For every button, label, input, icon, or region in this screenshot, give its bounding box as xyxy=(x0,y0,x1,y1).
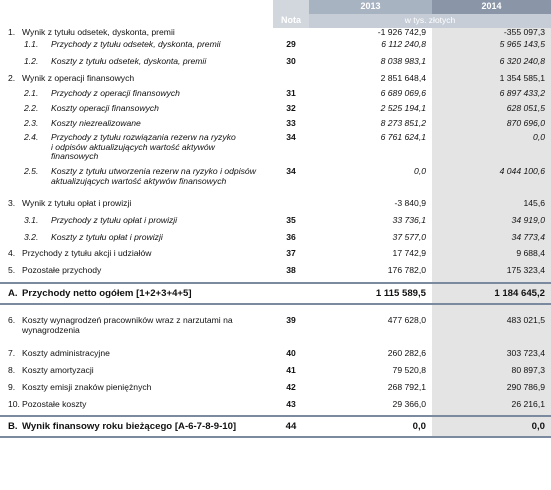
value-2013: 37 577,0 xyxy=(392,232,426,242)
table-row xyxy=(0,216,551,233)
value-2014: 34 773,4 xyxy=(432,233,551,249)
row-label: Pozostałe przychody xyxy=(22,265,102,275)
table-row xyxy=(0,316,551,349)
row-nota: 34 xyxy=(286,132,296,142)
row-nota: 30 xyxy=(286,56,296,66)
row-nota: 39 xyxy=(286,315,296,325)
table-row xyxy=(0,400,551,416)
row-label: Przychody netto ogółem [1+2+3+4+5] xyxy=(22,287,192,299)
row-nota: 35 xyxy=(286,215,296,225)
value-2013: 2 525 194,1 xyxy=(380,103,426,113)
row-label-cell xyxy=(0,57,273,74)
row-nota: 34 xyxy=(286,166,296,176)
value-2014: 26 216,1 xyxy=(432,400,551,416)
table-row xyxy=(0,383,551,400)
value-2013: 268 792,1 xyxy=(387,382,426,392)
row-number: 2.3. xyxy=(24,118,39,128)
row-label: Wynik finansowy roku bieżącego [A-6-7-8-9-10] xyxy=(22,420,237,432)
value-2014: 303 723,4 xyxy=(432,349,551,366)
value-2014: 80 897,3 xyxy=(432,366,551,383)
row-number: 3.1. xyxy=(24,215,39,225)
header-blank xyxy=(0,0,273,14)
row-label: Wynik z operacji finansowych xyxy=(22,73,135,83)
row-label-cell xyxy=(0,119,273,133)
row-label-cell xyxy=(0,366,273,383)
row-nota: 29 xyxy=(286,39,296,49)
value-2014: 0,0 xyxy=(432,133,551,167)
row-label: Koszty emisji znaków pieniężnych xyxy=(22,382,152,392)
value-2014: 145,6 xyxy=(432,199,551,216)
row-label-cell xyxy=(0,249,273,266)
row-number: 1. xyxy=(8,27,16,37)
row-label: Koszty z tytułu utworzenia rezerw na ryzyko i odpisów aktualizujących wartość aktywów finansowych xyxy=(51,166,256,186)
row-nota: 33 xyxy=(286,118,296,128)
row-label: Przychody z tytułu odsetek, dyskonta, premii xyxy=(51,39,221,49)
table-row xyxy=(0,167,551,199)
table-row xyxy=(0,199,551,216)
row-number: 2.2. xyxy=(24,103,39,113)
nota-header: Nota xyxy=(273,0,309,28)
value-2013: 260 282,6 xyxy=(387,348,426,358)
row-number: A. xyxy=(8,287,18,299)
table-row xyxy=(0,249,551,266)
value-2014: 483 021,5 xyxy=(432,316,551,349)
row-label-cell xyxy=(0,316,273,349)
row-label-cell xyxy=(0,416,273,437)
row-nota: 44 xyxy=(273,416,309,437)
row-label: Przychody z tytułu rozwiązania rezerw na ryzyko i odpisów aktualizujących wartość aktywów finansowych xyxy=(51,132,236,162)
value-2013: 1 115 589,5 xyxy=(309,283,432,304)
total-row xyxy=(0,283,551,304)
total-row xyxy=(0,416,551,437)
value-2013: 33 736,1 xyxy=(392,215,426,225)
table-row xyxy=(0,104,551,119)
row-label: Przychody z operacji finansowych xyxy=(51,88,180,98)
row-number: 1.1. xyxy=(24,39,39,49)
table-row xyxy=(0,40,551,57)
row-label: Koszty wynagrodzeń pracowników wraz z narzutami na wynagrodzenia xyxy=(22,315,233,335)
row-label: Przychody z tytułu akcji i udziałów xyxy=(22,248,152,258)
value-2014: 1 184 645,2 xyxy=(432,283,551,304)
row-number: 3.2. xyxy=(24,232,39,242)
header-blank-2 xyxy=(0,14,273,28)
value-2014: 290 786,9 xyxy=(432,383,551,400)
table-row xyxy=(0,89,551,104)
row-label-cell xyxy=(0,89,273,104)
table-row xyxy=(0,119,551,133)
value-2013: -3 840,9 xyxy=(394,198,426,208)
row-label: Wynik z tytułu opłat i prowizji xyxy=(22,198,132,208)
value-2014: 175 323,4 xyxy=(432,266,551,283)
row-label-cell xyxy=(0,199,273,216)
row-number: 6. xyxy=(8,315,16,325)
table-row xyxy=(0,233,551,249)
row-number: 2.1. xyxy=(24,88,39,98)
table-row xyxy=(0,266,551,283)
row-label-cell xyxy=(0,40,273,57)
row-label-cell xyxy=(0,400,273,416)
value-2013: 2 851 648,4 xyxy=(380,73,426,83)
row-number: 2. xyxy=(8,73,16,83)
row-number: B. xyxy=(8,420,18,432)
value-2014: 6 320 240,8 xyxy=(432,57,551,74)
table-row xyxy=(0,74,551,89)
row-nota: 40 xyxy=(286,348,296,358)
value-2013: 6 761 624,1 xyxy=(380,132,426,142)
row-label-cell xyxy=(0,216,273,233)
row-nota: 41 xyxy=(286,365,296,375)
row-label: Wynik z tytułu odsetek, dyskonta, premii xyxy=(22,27,175,37)
row-number: 3. xyxy=(8,198,16,208)
value-2013: 176 782,0 xyxy=(387,265,426,275)
row-nota xyxy=(273,283,309,304)
row-nota: 32 xyxy=(286,103,296,113)
value-2014: 0,0 xyxy=(432,416,551,437)
value-2013: 8 038 983,1 xyxy=(380,56,426,66)
value-2013: 0,0 xyxy=(309,416,432,437)
value-2013: 8 273 851,2 xyxy=(380,118,426,128)
value-2013: 477 628,0 xyxy=(387,315,426,325)
value-2014: 6 897 433,2 xyxy=(432,89,551,104)
row-label-cell xyxy=(0,266,273,283)
row-number: 2.4. xyxy=(24,132,39,142)
value-2014: 5 965 143,5 xyxy=(432,40,551,57)
row-label-cell xyxy=(0,349,273,366)
value-2013: 6 689 069,6 xyxy=(380,88,426,98)
row-number: 8. xyxy=(8,365,16,375)
row-nota: 37 xyxy=(286,248,296,258)
year-2014-header: 2014 xyxy=(432,0,551,14)
row-nota: 38 xyxy=(286,265,296,275)
table-row xyxy=(0,133,551,167)
row-label-cell xyxy=(0,104,273,119)
header-row-years xyxy=(0,0,551,14)
row-number: 5. xyxy=(8,265,16,275)
row-label-cell xyxy=(0,167,273,199)
value-2014: 870 696,0 xyxy=(432,119,551,133)
row-label-cell xyxy=(0,233,273,249)
row-label: Koszty z tytułu odsetek, dyskonta, premii xyxy=(51,56,207,66)
value-2014: 9 688,4 xyxy=(432,249,551,266)
value-2014: -355 097,3 xyxy=(432,28,551,40)
value-2013: 17 742,9 xyxy=(392,248,426,258)
table-row xyxy=(0,349,551,366)
value-2014: 1 354 585,1 xyxy=(432,74,551,89)
row-label-cell xyxy=(0,283,273,304)
row-label: Koszty niezrealizowane xyxy=(51,118,141,128)
row-nota: 42 xyxy=(286,382,296,392)
row-label: Przychody z tytułu opłat i prowizji xyxy=(51,215,178,225)
value-2013: 29 366,0 xyxy=(392,399,426,409)
year-2013-header: 2013 xyxy=(309,0,432,14)
row-label: Koszty administracyjne xyxy=(22,348,110,358)
row-label: Pozostałe koszty xyxy=(22,399,87,409)
row-label-cell xyxy=(0,383,273,400)
value-2013: 6 112 240,8 xyxy=(381,39,426,49)
row-nota xyxy=(273,199,309,216)
value-2014: 628 051,5 xyxy=(432,104,551,119)
row-label: Koszty amortyzacji xyxy=(22,365,94,375)
value-2013: -1 926 742,9 xyxy=(377,27,426,37)
row-nota: 36 xyxy=(286,232,296,242)
row-number: 4. xyxy=(8,248,16,258)
table-row xyxy=(0,366,551,383)
value-2013: 79 520,8 xyxy=(392,365,426,375)
row-number: 2.5. xyxy=(24,166,39,176)
row-label: Koszty operacji finansowych xyxy=(51,103,159,113)
row-nota xyxy=(273,74,309,89)
row-number: 9. xyxy=(8,382,16,392)
row-label-cell xyxy=(0,133,273,167)
row-label-cell xyxy=(0,74,273,89)
row-number: 10. xyxy=(8,399,20,409)
value-2013: 0,0 xyxy=(414,166,426,176)
value-2014: 34 919,0 xyxy=(432,216,551,233)
row-number: 1.2. xyxy=(24,56,39,66)
row-nota: 43 xyxy=(286,399,296,409)
row-label: Koszty z tytułu opłat i prowizji xyxy=(51,232,163,242)
unit-header: w tys. złotych xyxy=(309,14,551,28)
value-2014: 4 044 100,6 xyxy=(432,167,551,199)
row-number: 7. xyxy=(8,348,16,358)
row-nota: 31 xyxy=(286,88,296,98)
table-row xyxy=(0,57,551,74)
